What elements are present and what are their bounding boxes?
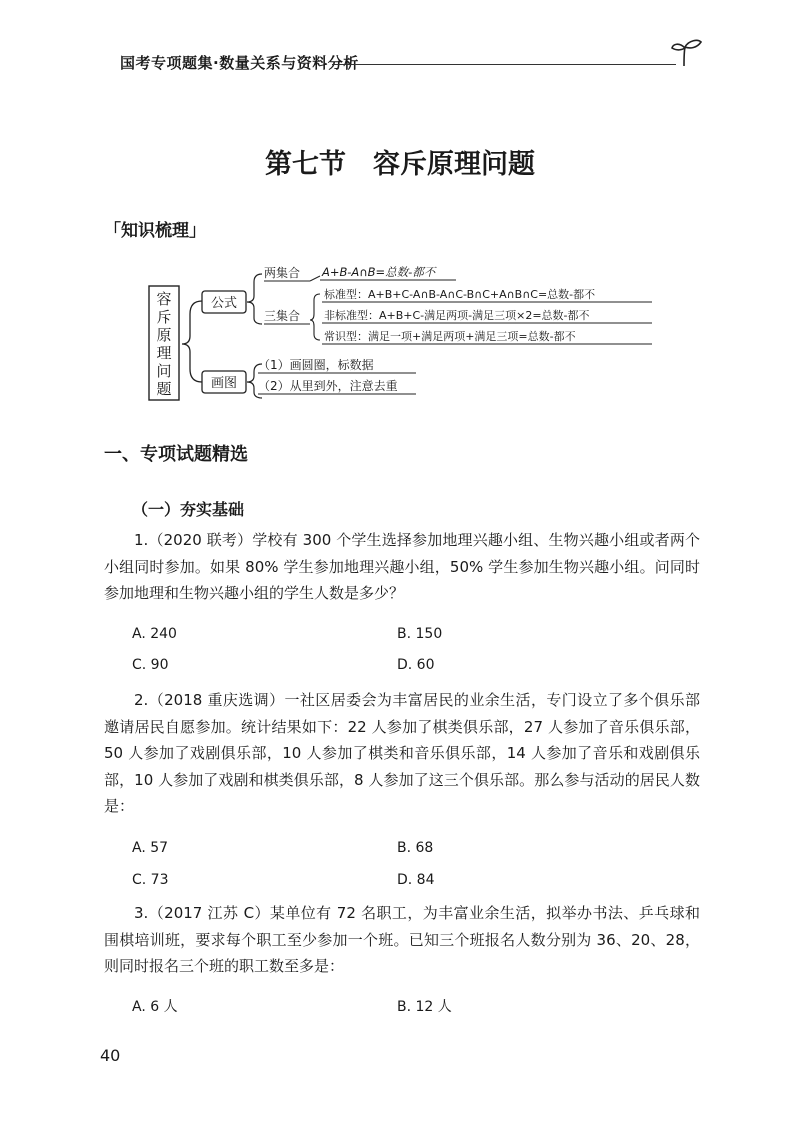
drawing-label: 画图 xyxy=(210,376,238,391)
mind-map-root-char: 题 xyxy=(156,380,172,398)
three-set-label: 三集合 xyxy=(264,309,301,323)
drawing-item-2: （2）从里到外，注意去重 xyxy=(258,379,398,393)
root-brace xyxy=(182,301,202,382)
two-set-label: 两集合 xyxy=(264,266,301,280)
formula-label: 公式 xyxy=(210,296,238,311)
mind-map-diagram xyxy=(140,256,680,416)
question-1-option-b: B. 150 xyxy=(397,626,443,642)
header-rule xyxy=(332,64,676,65)
mind-map-root-char: 原 xyxy=(156,326,172,344)
section-heading: 一、专项试题精选 xyxy=(104,444,248,465)
question-3-option-b: B. 12 人 xyxy=(397,999,452,1015)
question-2-option-b: B. 68 xyxy=(397,840,434,856)
two-set-formula: A+B-A∩B=总数-都不 xyxy=(322,265,436,279)
question-2-text: 2.（2018 重庆选调）一社区居委会为丰富居民的业余生活，专门设立了多个俱乐部邀请居民自愿参加。统计结果如下：22 人参加了棋类俱乐部，27 人参加了音乐俱乐部，50 人参加了戏剧俱乐部，10 人参加了棋类和音乐俱乐部，14 人参加了音乐和戏剧俱乐部，10 人参加了戏剧和棋类俱乐部，8 人参加了这三个俱乐部。那么参与活动的居民人数是： xyxy=(104,691,700,815)
question-2-option-c: C. 73 xyxy=(132,872,169,888)
three-set-common: 常识型：满足一项+满足两项+满足三项=总数-都不 xyxy=(324,330,576,343)
mind-map-root-char: 容 xyxy=(156,290,172,308)
question-2-option-a: A. 57 xyxy=(132,840,169,856)
question-3-option-a: A. 6 人 xyxy=(132,999,178,1015)
three-set-brace xyxy=(310,294,320,340)
question-1-option-d: D. 60 xyxy=(397,657,435,673)
question-1-option-a: A. 240 xyxy=(132,626,177,642)
page-number: 40 xyxy=(100,1046,121,1065)
three-set-nonstandard: 非标准型：A+B+C-满足两项-满足三项×2=总数-都不 xyxy=(324,309,590,322)
drawing-item-1: （1）画圆圈，标数据 xyxy=(258,358,374,372)
question-1-text: 1.（2020 联考）学校有 300 个学生选择参加地理兴趣小组、生物兴趣小组或者两个小组同时参加。如果 80% 学生参加地理兴趣小组，50% 学生参加生物兴趣小组。问同时参加地理和生物兴趣小组的学生人数是多少？ xyxy=(104,531,700,602)
section-title: 第七节 容斥原理问题 xyxy=(265,149,535,180)
mind-map-root-char: 问 xyxy=(156,362,172,380)
mind-map-root-char: 斥 xyxy=(156,308,172,326)
two-set-connector xyxy=(310,276,320,281)
sprout-icon xyxy=(670,38,704,68)
knowledge-heading: 「知识梳理」 xyxy=(104,221,206,241)
subsection-heading: （一）夯实基础 xyxy=(132,500,245,519)
running-header-title: 国考专项题集·数量关系与资料分析 xyxy=(120,54,359,72)
question-2-option-d: D. 84 xyxy=(397,872,435,888)
question-3-text: 3.（2017 江苏 C）某单位有 72 名职工，为丰富业余生活，拟举办书法、乒乓球和围棋培训班，要求每个职工至少参加一个班。已知三个班报名人数分别为 36、20、28，则同时报名三个班的职工数至多是： xyxy=(104,904,700,975)
mind-map-root-char: 理 xyxy=(156,344,172,362)
question-1-option-c: C. 90 xyxy=(132,657,169,673)
formula-brace xyxy=(247,274,262,324)
three-set-standard: 标准型：A+B+C-A∩B-A∩C-B∩C+A∩B∩C=总数-都不 xyxy=(324,288,596,301)
